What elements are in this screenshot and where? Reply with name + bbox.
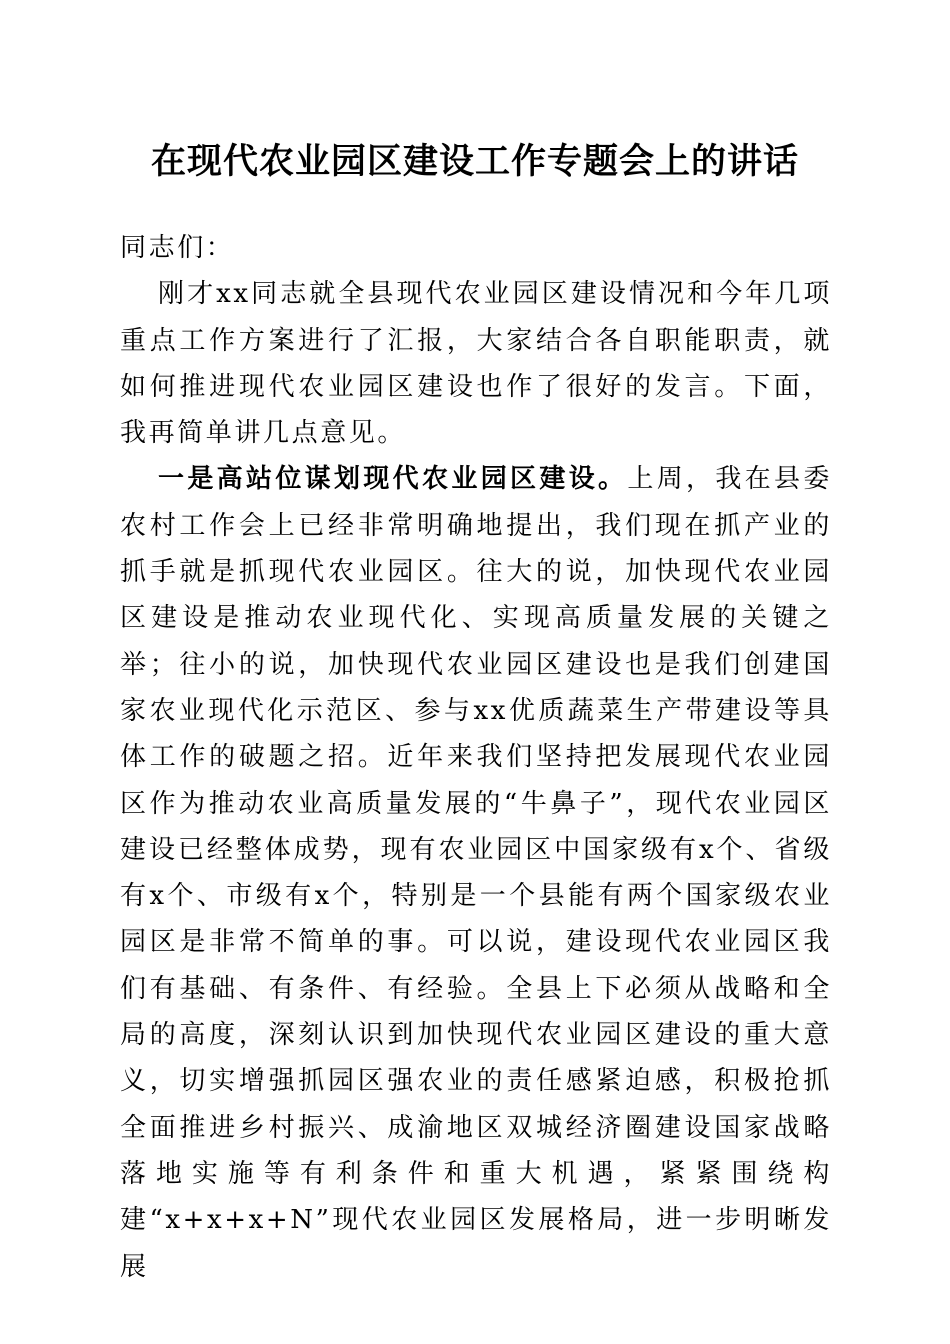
paragraph-intro (120, 271, 832, 456)
paragraph-text: 刚才xx同志就全县现代农业园区建设情况和今年几项重点工作方案进行了汇报，大家结合各自职能职责，就如何推进现代农业园区建设也作了很好的发言。下面，我再简单讲几点意见。 (120, 279, 832, 449)
paragraph-point-one (120, 456, 832, 1289)
paragraph-text: 上周，我在县委农村工作会上已经非常明确地提出，我们现在抓产业的抓手就是抓现代农业园区。往大的说，加快现代农业园区建设是推动农业现代化、实现高质量发展的关键之举；往小的说，加快现代农业园区建设也是我们创建国家农业现代化示范区、参与xx优质蔬菜生产带建设等具体工作的破题之招。近年来我们坚持把发展现代农业园区作为推动农业高质量发展的“牛鼻子”，现代农业园区建设已经整体成势，现有农业园区中国家级有x个、省级有x个、市级有x个，特别是一个县能有两个国家级农业园区是非常不简单的事。可以说，建设现代农业园区我们有基础、有条件、有经验。全县上下必须从战略和全局的高度，深刻认识到加快现代农业园区建设的重大意义，切实增强抓园区强农业的责任感紧迫感，积极抢抓全面推进乡村振兴、成渝地区双城经济圈建设国家战略落地实施等有利条件和重大机遇，紧紧围绕构建“x+x+x+N”现代农业园区发展格局，进一步明晰发展 (120, 464, 832, 1282)
document-body (120, 225, 832, 1290)
paragraph-lead: 一是高站位谋划现代农业园区建设。 (158, 464, 628, 495)
salutation: 同志们： (120, 233, 235, 263)
document-title: 在现代农业园区建设工作专题会上的讲话 (150, 141, 799, 182)
